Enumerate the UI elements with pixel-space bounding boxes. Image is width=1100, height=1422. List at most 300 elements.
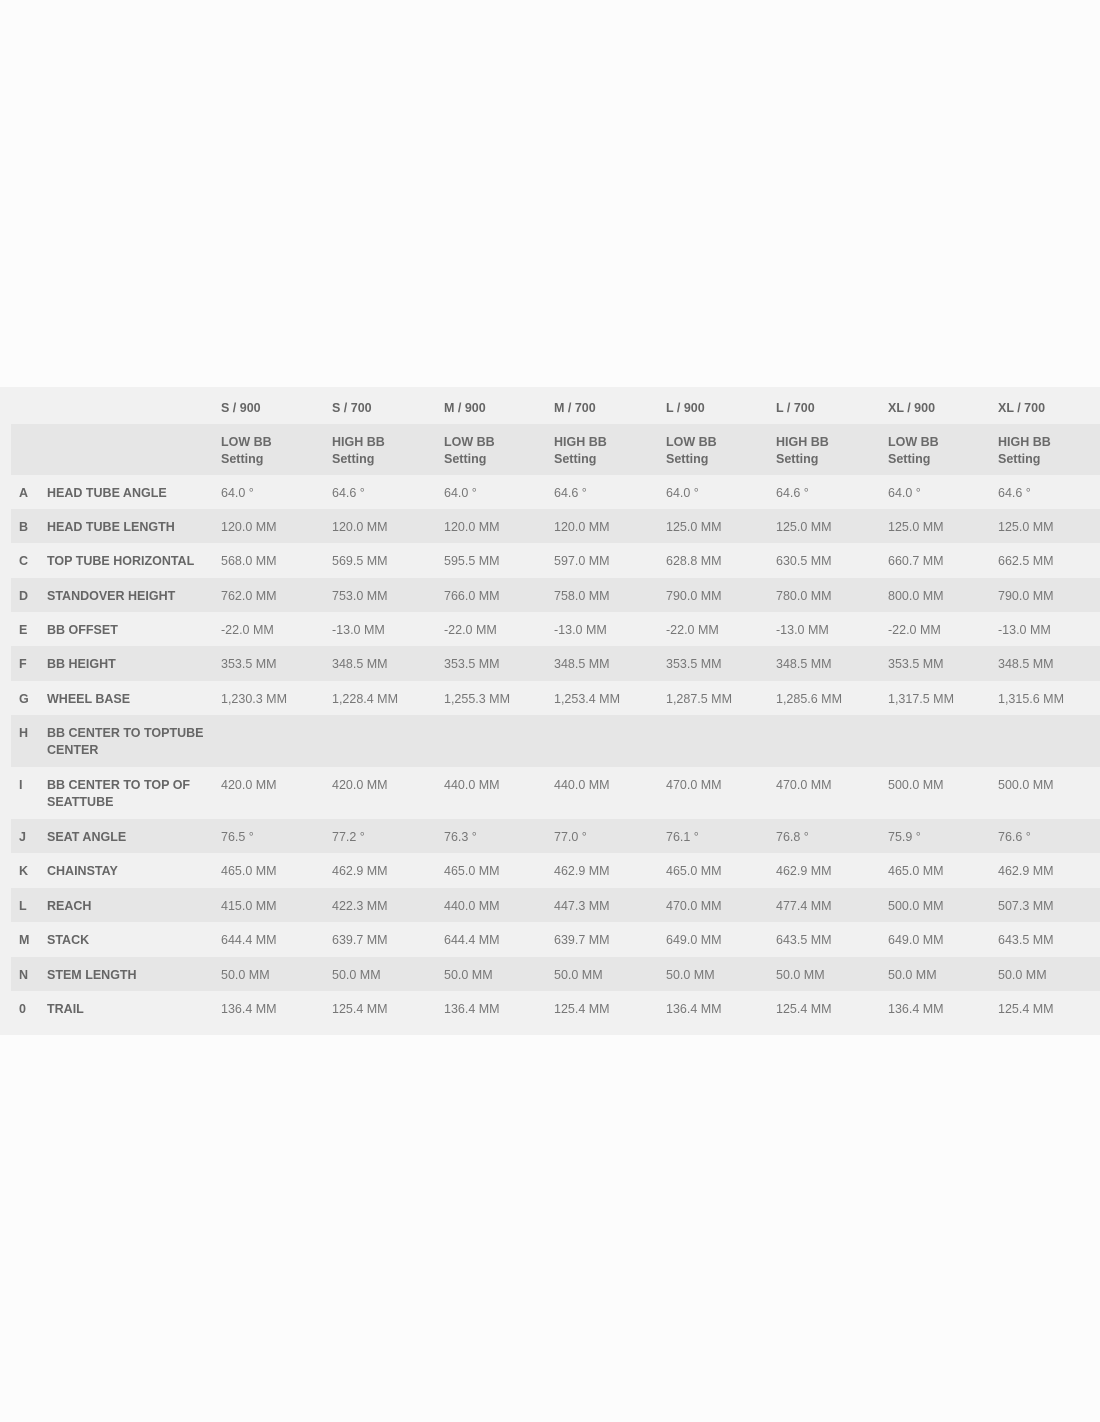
value-cell — [332, 543, 444, 578]
row-name: BB CENTER TO TOP OF SEATTUBE — [47, 778, 191, 809]
value-cell — [444, 681, 554, 715]
value-cell — [444, 767, 554, 819]
value-cell — [888, 767, 998, 819]
size-header — [666, 387, 776, 424]
value-cell — [444, 509, 554, 543]
value-cell — [554, 767, 666, 819]
measurement-value: 125.4 MM — [332, 1002, 388, 1016]
measurement-value: 120.0 MM — [554, 520, 610, 534]
measurement-value: 50.0 MM — [998, 968, 1047, 982]
value-cell — [666, 767, 776, 819]
row-letter-cell — [11, 853, 47, 888]
value-cell — [776, 646, 888, 681]
value-cell — [332, 509, 444, 543]
value-cell — [888, 612, 998, 646]
measurement-value: 125.4 MM — [776, 1002, 832, 1016]
value-cell — [444, 543, 554, 578]
geometry-rows — [11, 475, 1100, 1026]
row-name: BB HEIGHT — [47, 657, 116, 671]
value-cell — [444, 819, 554, 853]
row-letter-cell — [11, 475, 47, 509]
table-row — [11, 509, 1100, 543]
value-cell — [554, 991, 666, 1026]
measurement-value: 353.5 MM — [888, 657, 944, 671]
measurement-value: 76.3 ° — [444, 830, 477, 844]
measurement-value: 440.0 MM — [444, 778, 500, 792]
value-cell — [221, 853, 332, 888]
value-cell — [332, 475, 444, 509]
value-cell — [221, 922, 332, 957]
table-row — [11, 991, 1100, 1026]
measurement-value: 644.4 MM — [221, 933, 277, 947]
measurement-value: 649.0 MM — [666, 933, 722, 947]
value-cell — [666, 509, 776, 543]
value-cell — [666, 991, 776, 1026]
row-name-cell — [47, 853, 221, 888]
row-letter-cell — [11, 646, 47, 681]
size-header — [221, 387, 332, 424]
value-cell — [554, 853, 666, 888]
size-label: M / 700 — [554, 401, 596, 415]
measurement-value: 64.0 ° — [444, 486, 477, 500]
row-name-cell — [47, 767, 221, 819]
measurement-value: 120.0 MM — [444, 520, 500, 534]
measurement-value: 348.5 MM — [554, 657, 610, 671]
measurement-value: 125.4 MM — [998, 1002, 1054, 1016]
size-header — [998, 387, 1100, 424]
row-name: WHEEL BASE — [47, 692, 131, 706]
measurement-value: 422.3 MM — [332, 899, 388, 913]
measurement-value: 800.0 MM — [888, 589, 944, 603]
value-cell — [776, 715, 888, 767]
table-row — [11, 681, 1100, 715]
size-label: S / 900 — [221, 401, 261, 415]
measurement-value: 569.5 MM — [332, 554, 388, 568]
measurement-value: 1,253.4 MM — [554, 692, 621, 706]
measurement-value: 762.0 MM — [221, 589, 277, 603]
value-cell — [221, 578, 332, 612]
value-cell — [554, 509, 666, 543]
value-cell — [998, 957, 1100, 991]
bb-setting-header — [554, 424, 666, 475]
measurement-value: 639.7 MM — [332, 933, 388, 947]
value-cell — [666, 853, 776, 888]
measurement-value: -22.0 MM — [444, 623, 497, 637]
measurement-value: 595.5 MM — [444, 554, 500, 568]
value-cell — [998, 509, 1100, 543]
row-name: BB CENTER TO TOPTUBE CENTER — [47, 726, 204, 757]
setting-label: Setting — [998, 452, 1041, 466]
value-cell — [998, 578, 1100, 612]
size-header — [444, 387, 554, 424]
row-name: BB OFFSET — [47, 623, 118, 637]
measurement-value: 660.7 MM — [888, 554, 944, 568]
value-cell — [554, 957, 666, 991]
row-letter: F — [19, 657, 27, 671]
measurement-value: 1,228.4 MM — [332, 692, 399, 706]
measurement-value: 465.0 MM — [666, 864, 722, 878]
measurement-value: -22.0 MM — [666, 623, 719, 637]
value-cell — [444, 646, 554, 681]
value-cell — [554, 715, 666, 767]
value-cell — [554, 819, 666, 853]
value-cell — [776, 957, 888, 991]
measurement-value: 568.0 MM — [221, 554, 277, 568]
size-label: M / 900 — [444, 401, 486, 415]
value-cell — [554, 612, 666, 646]
measurement-value: 644.4 MM — [444, 933, 500, 947]
measurement-value: 662.5 MM — [998, 554, 1054, 568]
value-cell — [888, 715, 998, 767]
measurement-value: 353.5 MM — [444, 657, 500, 671]
value-cell — [554, 681, 666, 715]
measurement-value: 50.0 MM — [444, 968, 493, 982]
value-cell — [221, 819, 332, 853]
row-letter: K — [19, 864, 29, 878]
measurement-value: 507.3 MM — [998, 899, 1054, 913]
row-name-cell — [47, 715, 221, 767]
measurement-value: 64.6 ° — [776, 486, 809, 500]
value-cell — [332, 578, 444, 612]
measurement-value: 462.9 MM — [554, 864, 610, 878]
row-letter-cell — [11, 612, 47, 646]
measurement-value: 50.0 MM — [554, 968, 603, 982]
measurement-value: 780.0 MM — [776, 589, 832, 603]
measurement-value: 649.0 MM — [888, 933, 944, 947]
measurement-value: 500.0 MM — [888, 899, 944, 913]
measurement-value: 120.0 MM — [332, 520, 388, 534]
row-name-cell — [47, 922, 221, 957]
value-cell — [332, 853, 444, 888]
measurement-value: -22.0 MM — [888, 623, 941, 637]
size-label: S / 700 — [332, 401, 372, 415]
measurement-value: 643.5 MM — [776, 933, 832, 947]
table-row — [11, 957, 1100, 991]
value-cell — [554, 475, 666, 509]
measurement-value: 136.4 MM — [444, 1002, 500, 1016]
measurement-value: 76.8 ° — [776, 830, 809, 844]
measurement-value: 465.0 MM — [221, 864, 277, 878]
bb-setting-header-row — [11, 424, 1100, 475]
bb-setting-header — [444, 424, 554, 475]
measurement-value: 462.9 MM — [998, 864, 1054, 878]
measurement-value: 76.1 ° — [666, 830, 699, 844]
measurement-value: 462.9 MM — [332, 864, 388, 878]
measurement-value: 462.9 MM — [776, 864, 832, 878]
setting-label: Setting — [776, 452, 819, 466]
value-cell — [888, 991, 998, 1026]
setting-label: Setting — [666, 452, 709, 466]
measurement-value: 125.0 MM — [666, 520, 722, 534]
bb-setting-header — [221, 424, 332, 475]
value-cell — [776, 509, 888, 543]
table-row — [11, 922, 1100, 957]
value-cell — [776, 819, 888, 853]
row-name: STANDOVER HEIGHT — [47, 589, 176, 603]
measurement-value: 470.0 MM — [666, 899, 722, 913]
measurement-value: 136.4 MM — [221, 1002, 277, 1016]
row-letter-cell — [11, 509, 47, 543]
measurement-value: 77.2 ° — [332, 830, 365, 844]
measurement-value: 348.5 MM — [332, 657, 388, 671]
measurement-value: 465.0 MM — [444, 864, 500, 878]
measurement-value: 64.0 ° — [666, 486, 699, 500]
value-cell — [888, 543, 998, 578]
row-letter-cell — [11, 578, 47, 612]
measurement-value: 50.0 MM — [776, 968, 825, 982]
row-name: STACK — [47, 933, 90, 947]
value-cell — [998, 922, 1100, 957]
value-cell — [776, 681, 888, 715]
row-name: TOP TUBE HORIZONTAL — [47, 554, 195, 568]
measurement-value: 1,255.3 MM — [444, 692, 511, 706]
value-cell — [666, 612, 776, 646]
size-header — [888, 387, 998, 424]
measurement-value: 597.0 MM — [554, 554, 610, 568]
value-cell — [998, 681, 1100, 715]
measurement-value: 753.0 MM — [332, 589, 388, 603]
measurement-value: 136.4 MM — [888, 1002, 944, 1016]
value-cell — [332, 888, 444, 922]
value-cell — [776, 612, 888, 646]
measurement-value: 470.0 MM — [666, 778, 722, 792]
row-letter: H — [19, 726, 29, 740]
size-label: XL / 900 — [888, 401, 936, 415]
value-cell — [888, 853, 998, 888]
measurement-value: 447.3 MM — [554, 899, 610, 913]
row-letter: L — [19, 899, 27, 913]
setting-label: Setting — [221, 452, 264, 466]
value-cell — [998, 853, 1100, 888]
measurement-value: 64.0 ° — [221, 486, 254, 500]
row-letter: B — [19, 520, 29, 534]
value-cell — [332, 715, 444, 767]
value-cell — [776, 767, 888, 819]
table-row — [11, 715, 1100, 767]
row-name: HEAD TUBE ANGLE — [47, 486, 167, 500]
value-cell — [554, 646, 666, 681]
row-name-cell — [47, 578, 221, 612]
setting-label: Setting — [888, 452, 931, 466]
value-cell — [666, 819, 776, 853]
value-cell — [221, 888, 332, 922]
measurement-value: 76.6 ° — [998, 830, 1031, 844]
row-letter: M — [19, 933, 30, 947]
measurement-value: 50.0 MM — [888, 968, 937, 982]
measurement-value: 125.0 MM — [998, 520, 1054, 534]
row-letter-cell — [11, 957, 47, 991]
value-cell — [666, 681, 776, 715]
measurement-value: -13.0 MM — [554, 623, 607, 637]
row-letter-cell — [11, 888, 47, 922]
measurement-value: 440.0 MM — [444, 899, 500, 913]
row-letter: E — [19, 623, 28, 637]
bb-label: HIGH BB — [554, 435, 607, 449]
row-name-cell — [47, 681, 221, 715]
row-name-cell — [47, 509, 221, 543]
bb-setting-header — [776, 424, 888, 475]
value-cell — [444, 922, 554, 957]
row-letter-cell — [11, 819, 47, 853]
value-cell — [666, 957, 776, 991]
size-header — [332, 387, 444, 424]
value-cell — [888, 819, 998, 853]
size-header — [554, 387, 666, 424]
measurement-value: 136.4 MM — [666, 1002, 722, 1016]
table-row — [11, 853, 1100, 888]
row-letter: G — [19, 692, 29, 706]
value-cell — [666, 888, 776, 922]
value-cell — [998, 767, 1100, 819]
row-letter-cell — [11, 681, 47, 715]
measurement-value: 125.0 MM — [888, 520, 944, 534]
value-cell — [998, 543, 1100, 578]
value-cell — [998, 888, 1100, 922]
row-name-cell — [47, 475, 221, 509]
measurement-value: 766.0 MM — [444, 589, 500, 603]
measurement-value: 50.0 MM — [666, 968, 715, 982]
bb-label: LOW BB — [221, 435, 272, 449]
value-cell — [666, 922, 776, 957]
row-name-cell — [47, 612, 221, 646]
row-name: SEAT ANGLE — [47, 830, 127, 844]
row-name: REACH — [47, 899, 92, 913]
measurement-value: -13.0 MM — [998, 623, 1051, 637]
measurement-value: -22.0 MM — [221, 623, 274, 637]
value-cell — [998, 646, 1100, 681]
measurement-value: 440.0 MM — [554, 778, 610, 792]
value-cell — [776, 922, 888, 957]
value-cell — [444, 715, 554, 767]
value-cell — [221, 991, 332, 1026]
measurement-value: 790.0 MM — [666, 589, 722, 603]
value-cell — [888, 922, 998, 957]
value-cell — [444, 991, 554, 1026]
value-cell — [776, 853, 888, 888]
bb-setting-header — [888, 424, 998, 475]
value-cell — [554, 888, 666, 922]
measurement-value: 353.5 MM — [221, 657, 277, 671]
value-cell — [444, 612, 554, 646]
measurement-value: 500.0 MM — [888, 778, 944, 792]
row-name: HEAD TUBE LENGTH — [47, 520, 175, 534]
table-row — [11, 475, 1100, 509]
value-cell — [666, 715, 776, 767]
row-name-cell — [47, 543, 221, 578]
value-cell — [888, 681, 998, 715]
value-cell — [221, 957, 332, 991]
bb-setting-header — [998, 424, 1100, 475]
row-letter: J — [19, 830, 26, 844]
measurement-value: 465.0 MM — [888, 864, 944, 878]
geometry-panel — [0, 387, 1100, 1035]
value-cell — [332, 991, 444, 1026]
row-letter: N — [19, 968, 29, 982]
measurement-value: 64.6 ° — [554, 486, 587, 500]
header-spacer — [11, 387, 47, 424]
value-cell — [998, 612, 1100, 646]
value-cell — [666, 475, 776, 509]
value-cell — [776, 888, 888, 922]
measurement-value: 125.0 MM — [776, 520, 832, 534]
row-name: STEM LENGTH — [47, 968, 137, 982]
measurement-value: 64.0 ° — [888, 486, 921, 500]
measurement-value: 125.4 MM — [554, 1002, 610, 1016]
row-name: CHAINSTAY — [47, 864, 118, 878]
value-cell — [666, 578, 776, 612]
measurement-value: 420.0 MM — [332, 778, 388, 792]
value-cell — [666, 646, 776, 681]
row-name-cell — [47, 888, 221, 922]
size-header — [776, 387, 888, 424]
table-row — [11, 888, 1100, 922]
row-letter: A — [19, 486, 29, 500]
measurement-value: 628.8 MM — [666, 554, 722, 568]
value-cell — [444, 888, 554, 922]
measurement-value: 77.0 ° — [554, 830, 587, 844]
value-cell — [888, 509, 998, 543]
value-cell — [332, 646, 444, 681]
value-cell — [332, 681, 444, 715]
measurement-value: 470.0 MM — [776, 778, 832, 792]
value-cell — [221, 767, 332, 819]
value-cell — [554, 922, 666, 957]
value-cell — [332, 612, 444, 646]
value-cell — [444, 853, 554, 888]
measurement-value: 50.0 MM — [332, 968, 381, 982]
bb-label: HIGH BB — [776, 435, 829, 449]
row-letter: 0 — [19, 1002, 26, 1016]
table-row — [11, 767, 1100, 819]
measurement-value: 477.4 MM — [776, 899, 832, 913]
value-cell — [776, 578, 888, 612]
value-cell — [776, 475, 888, 509]
value-cell — [888, 888, 998, 922]
row-letter-cell — [11, 767, 47, 819]
setting-label: Setting — [554, 452, 597, 466]
measurement-value: 1,315.6 MM — [998, 692, 1065, 706]
bb-label: LOW BB — [888, 435, 939, 449]
bb-setting-header — [332, 424, 444, 475]
value-cell — [554, 543, 666, 578]
row-letter-cell — [11, 715, 47, 767]
value-cell — [998, 991, 1100, 1026]
measurement-value: 1,285.6 MM — [776, 692, 843, 706]
value-cell — [888, 475, 998, 509]
measurement-value: 75.9 ° — [888, 830, 921, 844]
value-cell — [332, 767, 444, 819]
measurement-value: 790.0 MM — [998, 589, 1054, 603]
measurement-value: -13.0 MM — [776, 623, 829, 637]
table-row — [11, 543, 1100, 578]
setting-label: Setting — [332, 452, 375, 466]
value-cell — [776, 991, 888, 1026]
row-name-cell — [47, 957, 221, 991]
value-cell — [998, 819, 1100, 853]
row-letter: C — [19, 554, 29, 568]
measurement-value: 415.0 MM — [221, 899, 277, 913]
value-cell — [998, 475, 1100, 509]
measurement-value: 50.0 MM — [221, 968, 270, 982]
table-row — [11, 578, 1100, 612]
value-cell — [332, 957, 444, 991]
table-row — [11, 612, 1100, 646]
measurement-value: 420.0 MM — [221, 778, 277, 792]
measurement-value: 353.5 MM — [666, 657, 722, 671]
row-letter: D — [19, 589, 29, 603]
value-cell — [221, 681, 332, 715]
measurement-value: 758.0 MM — [554, 589, 610, 603]
